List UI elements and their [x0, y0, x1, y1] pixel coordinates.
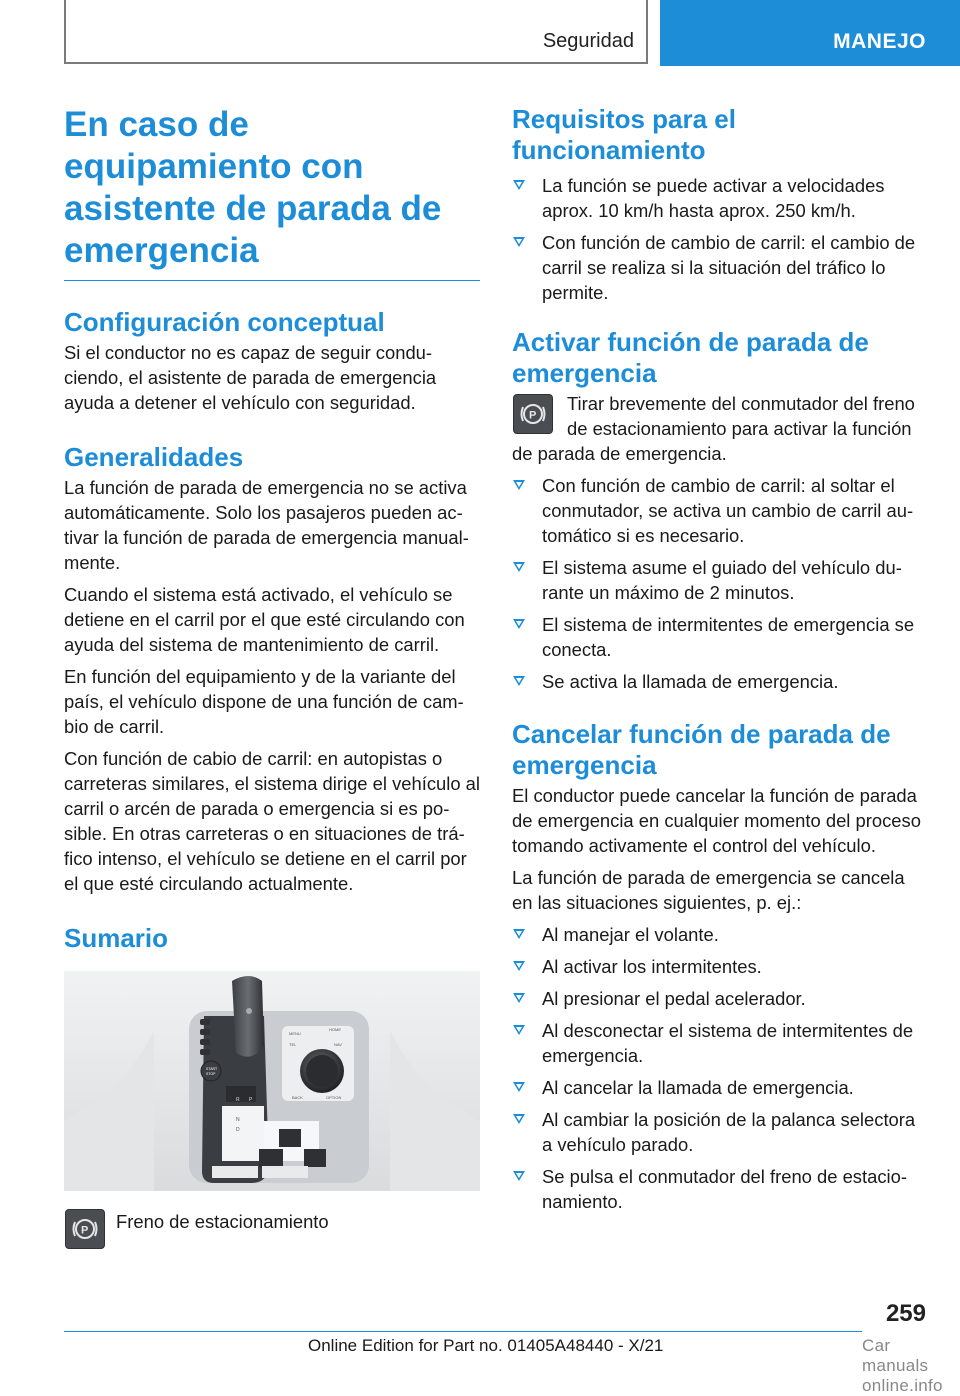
right-column: [512, 100, 930, 1214]
list-item: Con función de cambio de carril: el cambio de carril se realiza si la situación del tráfico lo permite.: [512, 230, 930, 305]
bullet-triangle-icon: [513, 562, 525, 572]
option-label: OPTION: [326, 1095, 342, 1100]
bullet-triangle-icon: [513, 237, 525, 247]
nav-label: NAV: [334, 1042, 342, 1047]
footer-edition: Online Edition for Part no. 01405A48440 - X/21: [308, 1336, 664, 1355]
activate-list: [512, 473, 930, 694]
bullet-triangle-icon: [513, 480, 525, 490]
activate-block: [512, 391, 930, 466]
back-label: BACK: [292, 1095, 303, 1100]
tel-label: TEL: [289, 1042, 297, 1047]
bullet-triangle-icon: [513, 180, 525, 190]
bullet-triangle-icon: [513, 929, 525, 939]
bullet-triangle-icon: [513, 619, 525, 629]
svg-text:P: P: [529, 409, 537, 422]
concept-heading: Configuración conceptual: [64, 307, 385, 337]
general-paragraph: La función de parada de emergencia no se activa automáticamente. Solo los pasajeros pueden activar la función de parada de emergencia manualmente.: [64, 477, 469, 573]
menu-label: MENU: [289, 1031, 301, 1036]
list-item: Al cambiar la posición de la palanca selectora a vehículo parado.: [512, 1107, 930, 1157]
requirements-list: [512, 173, 930, 305]
list-item: Al activar los intermitentes.: [512, 954, 930, 979]
bullet-triangle-icon: [513, 1114, 525, 1124]
list-item: Al presionar el pedal acelerador.: [512, 986, 930, 1011]
section-label: Seguridad: [542, 30, 634, 52]
page-title: En caso de equipamiento con asistente de parada de emergencia: [64, 104, 480, 281]
activate-text: Tirar brevemente del conmutador del freno de estacionamiento para activar la función de parada de emergencia.: [512, 393, 915, 464]
home-label: HOME: [329, 1027, 341, 1032]
requirements-heading: Requisitos para el funcionamiento: [512, 104, 736, 165]
concept-text: Si el conductor no es capaz de seguir conduciendo, el asistente de parada de emergencia ayuda a detener el vehículo con seguridad.: [64, 342, 437, 413]
left-column: [64, 100, 480, 1253]
bullet-triangle-icon: [513, 1171, 525, 1181]
footer-rule: [64, 1331, 862, 1332]
gear-r-label: R: [236, 1097, 240, 1103]
page-header: [0, 0, 960, 66]
chapter-tab: [660, 0, 960, 66]
list-item: La función se puede activar a velocidades aprox. 10 km/h hasta aprox. 250 km/h.: [512, 173, 930, 223]
list-item: El sistema de intermitentes de emergencia se conecta.: [512, 612, 930, 662]
bullet-triangle-icon: [513, 676, 525, 686]
general-heading: Generalidades: [64, 442, 244, 472]
overview-heading: Sumario: [64, 923, 169, 953]
list-item: Se activa la llamada de emergencia.: [512, 669, 930, 694]
gear-p-label: P: [249, 1097, 253, 1103]
bullet-triangle-icon: [513, 961, 525, 971]
gear-n-label: N: [236, 1117, 240, 1123]
parking-brake-icon: [65, 1209, 105, 1249]
cancel-list: [512, 922, 930, 1214]
svg-text:P: P: [81, 1224, 89, 1237]
bullet-triangle-icon: [513, 1025, 525, 1035]
parking-brake-legend: [64, 1209, 480, 1253]
parking-brake-caption: Freno de estacionamiento: [116, 1211, 329, 1232]
cancel-heading: Cancelar función de parada de emergencia: [512, 719, 891, 780]
page-number: 259: [885, 1300, 926, 1327]
list-item: El sistema asume el guiado del vehículo durante un máximo de 2 minutos.: [512, 555, 930, 605]
general-paragraph: En función del equipamiento y de la variante del país, el vehículo dispone de una función de cambio de carril.: [64, 666, 464, 737]
parking-brake-icon: [513, 394, 553, 434]
console-illustration: [64, 971, 480, 1191]
general-paragraph: Cuando el sistema está activado, el vehículo se detiene en el carril por el que esté circulando con ayuda del sistema de mantenimiento de carril.: [64, 584, 465, 655]
general-paragraph: Con función de cabio de carril: en autopistas o carreteras similares, el sistema dirige el vehículo al carril o arcén de parada o emergencia si es posible. En otras carreteras o en situaciones de tráfico intenso, el vehículo se detiene en el carril por el que esté circulando actualmente.: [64, 748, 480, 894]
list-item: Al cancelar la llamada de emergencia.: [512, 1075, 930, 1100]
list-item: Se pulsa el conmutador del freno de estacionamiento.: [512, 1164, 930, 1214]
gear-d-label: D: [236, 1127, 240, 1133]
list-item: Con función de cambio de carril: al soltar el conmutador, se activa un cambio de carril automático si es necesario.: [512, 473, 930, 548]
stop-label: STOP: [206, 1072, 216, 1076]
list-item: Al manejar el volante.: [512, 922, 930, 947]
section-tab: [64, 0, 648, 64]
footer-brand-watermark: Car manuals online.info: [862, 1336, 943, 1395]
center-console-photo: [64, 971, 480, 1191]
cancel-paragraph: La función de parada de emergencia se cancela en las situaciones siguientes, p. ej.:: [512, 867, 905, 913]
start-label: START: [206, 1067, 218, 1071]
list-item: Al desconectar el sistema de intermitentes de emergencia.: [512, 1018, 930, 1068]
bullet-triangle-icon: [513, 993, 525, 1003]
activate-heading: Activar función de parada de emergencia: [512, 327, 869, 388]
bullet-triangle-icon: [513, 1082, 525, 1092]
cancel-paragraph: El conductor puede cancelar la función de parada de emergencia en cualquier momento del proceso tomando activamente el control del vehículo.: [512, 785, 921, 856]
chapter-label: MANEJO: [833, 30, 926, 53]
